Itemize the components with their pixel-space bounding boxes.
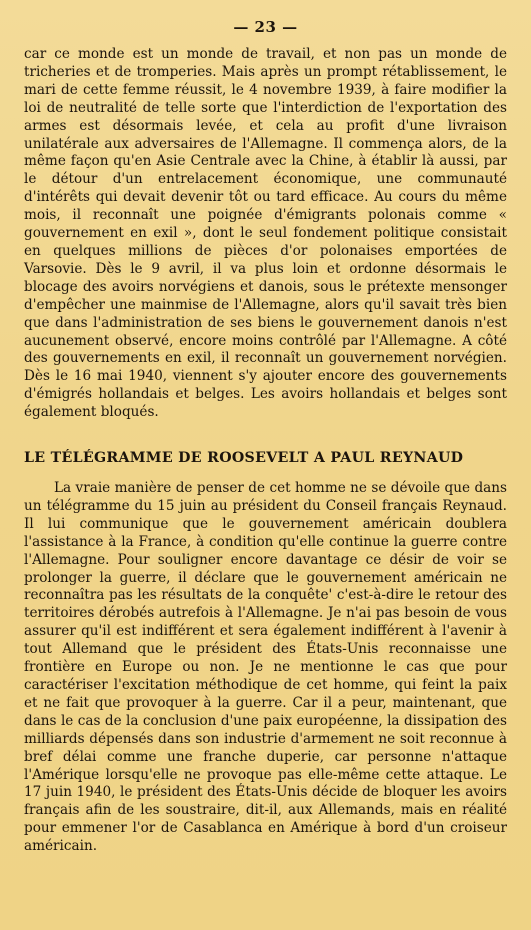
body-paragraph: car ce monde est un monde de travail, et non pas un monde de tricheries et de tromperies. Mais après un prompt rétablissement, le mari de cette femme réussit, le 4 novembre 1939, à faire modifier la loi de neutralité de telle sorte que l'interdiction de l'exportation des armes est désormais levée, et cela au profit d'une livraison unilatérale aux adversaires de l'Allemagne. Il commença alors, de la même façon qu'en Asie Centrale avec la Chine, à établir là aussi, par le détour d'un entrelacement économique, une communauté d'intérêts qui devait devenir tôt ou tard efficace. Au cours du même mois, il reconnaît une poignée d'émigrants polonais comme « gouvernement en exil », dont le seul fondement politique consistait en quelques millions de pièces d'or polonaises emportées de Varsovie. Dès le 9 avril, il va plus loin et ordonne désormais le blocage des avoirs norvégiens et danois, sous le prétexte mensonger d'empêcher une mainmise de l'Allemagne, alors qu'il savait très bien que dans l'administration de ses biens le gouvernement danois n'est aucunement observé, encore moins contrôlé par l'Allemagne. A côté des gouvernements en exil, il reconnaît un gouvernement norvégien. Dès le 16 mai 1940, viennent s'y ajouter encore des gouvernements d'émigrés hollandais et belges. Les avoirs hollandais et belges sont également bloqués. [24, 46, 507, 421]
section-body-paragraph: La vraie manière de penser de cet homme ne se dévoile que dans un télégramme du 15 juin au président du Conseil français Reynaud. Il lui communique que le gouvernement américain doublera l'assistance à la France, à condition qu'elle continue la guerre contre l'Allemagne. Pour souligner encore davantage ce désir de voir se prolonger la guerre, il déclare que le gouvernement américain ne reconnaîtra pas les résultats de la conquête' c'est-à-dire le retour des territoires dérobés autrefois à l'Allemagne. Je n'ai pas besoin de vous assurer qu'il est indifférent et sera également indifférent à l'avenir à tout Allemand que le président des États-Unis reconnaisse une frontière en Europe ou non. Je ne mentionne le cas que pour caractériser l'excitation méthodique de cet homme, qui feint la paix et ne fait que provoquer à la guerre. Car il a peur, maintenant, que dans le cas de la conclusion d'une paix européenne, la dissipation des milliards dépensés dans son industrie d'armement ne soit reconnue à bref délai comme une franche duperie, car personne n'attaque l'Amérique lorsqu'elle ne provoque pas elle-même cette attaque. Le 17 juin 1940, le président des États-Unis décide de bloquer les avoirs français afin de les soustraire, dit-il, aux Allemands, mais en réalité pour emmener l'or de Casablanca en Amérique à bord d'un croiseur américain. [24, 480, 507, 855]
section-heading: LE TÉLÉGRAMME DE ROOSEVELT A PAUL REYNAUD [24, 450, 464, 467]
page-number: — 23 — [233, 18, 298, 36]
